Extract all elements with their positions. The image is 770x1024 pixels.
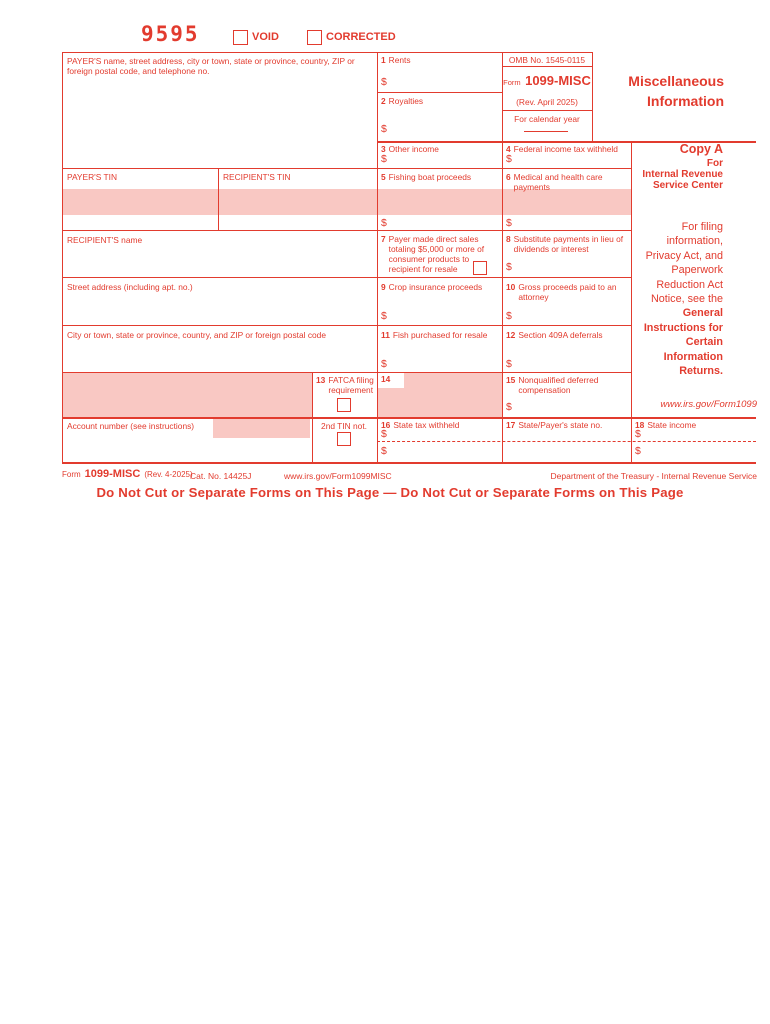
dollar-sign: $: [381, 153, 387, 165]
void-label: VOID: [252, 31, 279, 43]
footer-form-number: 1099-MISC: [84, 468, 141, 480]
form-title-line: Miscellaneous: [628, 73, 724, 89]
recipient-tin-label: RECIPIENT'S TIN: [223, 172, 291, 182]
box-3-label: [381, 144, 497, 154]
box-number: 11: [381, 330, 390, 340]
footer-website-link[interactable]: www.irs.gov/Form1099MISC: [284, 471, 392, 481]
notice-line-bold: Certain: [685, 336, 723, 349]
notice-line: Reduction Act: [656, 278, 723, 291]
copy-a-label: Copy A: [679, 142, 723, 156]
box-label-text: Section 409A deferrals: [518, 330, 603, 340]
form-border-line: [377, 52, 378, 463]
payer-tin-input[interactable]: [63, 189, 218, 215]
form-border-line: [62, 52, 63, 463]
form-code: 9595: [141, 22, 200, 46]
state-row-dashed-line: [377, 441, 756, 442]
box-label-text: Fish purchased for resale: [392, 330, 488, 340]
irs-website-link[interactable]: www.irs.gov/Form1099: [660, 399, 757, 410]
notice-line: information,: [666, 235, 723, 248]
box-number: 10: [506, 282, 516, 292]
form-border-line: [377, 92, 502, 93]
street-address-field[interactable]: [63, 290, 376, 324]
payer-block-label: PAYER'S name, street address, city or town, state or province, country, ZIP or foreign postal code, and telephone no.: [67, 56, 355, 77]
notice-line: Notice, see the: [650, 293, 723, 306]
payer-name-field[interactable]: [63, 70, 376, 167]
calendar-year-label: For calendar year: [514, 114, 580, 124]
calendar-year-underline: [524, 131, 568, 132]
notice-line-bold: Information: [663, 350, 723, 363]
form-border-line: [62, 462, 756, 464]
dollar-sign: $: [506, 217, 512, 229]
copy-a-for-block: [593, 158, 723, 191]
box-label-text: Fishing boat proceeds: [388, 172, 472, 182]
box-number: 12: [506, 330, 516, 340]
dollar-sign: $: [506, 310, 512, 322]
corrected-checkbox[interactable]: [307, 30, 322, 45]
notice-line: Paperwork: [671, 264, 723, 277]
dollar-sign: $: [381, 310, 387, 322]
department-label: Department of the Treasury - Internal Revenue Service: [550, 471, 757, 481]
dollar-sign: $: [381, 428, 387, 440]
box-9-label: [381, 282, 497, 292]
box-1-label: [381, 55, 497, 65]
copy-a-for-line: For: [706, 158, 723, 169]
dollar-sign: $: [381, 445, 387, 457]
form-border-line: [62, 325, 631, 326]
box-number: 17: [506, 420, 516, 430]
notice-line: Privacy Act, and: [645, 249, 723, 262]
box-number: 16: [381, 420, 391, 430]
dollar-sign: $: [506, 261, 512, 273]
box-14-number: 14: [381, 374, 391, 384]
copy-a-for-line: Internal Revenue: [642, 169, 723, 180]
recipient-tin-input[interactable]: [219, 189, 377, 215]
void-checkbox[interactable]: [233, 30, 248, 45]
dollar-sign: $: [635, 445, 641, 457]
form-border-line: [62, 417, 756, 419]
box-label-text: Federal income tax withheld: [513, 144, 618, 154]
second-tin-checkbox[interactable]: [337, 432, 351, 446]
box-2-label: [381, 96, 497, 106]
notice-line-bold: Instructions for: [643, 321, 723, 334]
dollar-sign: $: [506, 153, 512, 165]
box-label-text: Royalties: [388, 96, 424, 106]
box-label-text: Other income: [388, 144, 439, 154]
account-number-input[interactable]: [213, 418, 310, 438]
box-11-label: [381, 330, 497, 340]
box-18-label: [635, 420, 753, 430]
notice-line: For filing: [681, 221, 723, 233]
form-border-line: [502, 66, 592, 67]
notice-line-bold: Returns.: [679, 365, 723, 378]
form-title-line: Information: [647, 93, 724, 109]
box-number: 1: [381, 55, 386, 65]
dollar-sign: $: [506, 401, 512, 413]
box7-checkbox[interactable]: [473, 261, 487, 275]
dollar-sign: $: [506, 358, 512, 370]
box-number: 4: [506, 144, 511, 154]
form-number: 1099-MISC: [525, 73, 591, 88]
dollar-sign: $: [381, 217, 387, 229]
box-label-text: FATCA filing requirement: [328, 375, 374, 396]
dollar-sign: $: [381, 76, 387, 88]
box-number: 7: [381, 234, 386, 244]
filing-notice-block: [593, 220, 723, 378]
box-number: 15: [506, 375, 516, 385]
form-border-line: [218, 168, 219, 230]
shaded-area: [63, 373, 312, 417]
catalog-number: Cat. No. 14425J: [190, 471, 252, 481]
box-label-text: Substitute payments in lieu of dividends or interest: [513, 234, 624, 255]
box-label-text: Medical and health care payments: [513, 172, 603, 193]
box-label-text: State/Payer's state no.: [518, 420, 603, 430]
box-number: 18: [635, 420, 645, 430]
omb-number: OMB No. 1545-0115: [508, 55, 586, 65]
box-13-label: [316, 375, 374, 395]
form-border-line: [62, 277, 631, 278]
recipient-name-field[interactable]: [63, 243, 376, 276]
box-number: 13: [316, 375, 326, 385]
box-17-label: [506, 420, 628, 430]
footer-form-id: [62, 468, 193, 480]
box6-amount-input[interactable]: [503, 189, 631, 215]
form-border-line: [62, 372, 631, 373]
account-number-label: Account number (see instructions): [67, 421, 195, 431]
box-number: 2: [381, 96, 386, 106]
box-label-text: State income: [647, 420, 697, 430]
copy-a-for-line: Service Center: [652, 180, 723, 191]
do-not-cut-notice: Do Not Cut or Separate Forms on This Page — Do Not Cut or Separate Forms on This Page: [96, 485, 684, 500]
city-label: City or town, state or province, country, and ZIP or foreign postal code: [67, 330, 326, 340]
box-16-label: [381, 420, 497, 430]
form-word: Form: [503, 78, 521, 87]
box-number: 9: [381, 282, 386, 292]
form-border-line: [62, 168, 631, 169]
box-label-text: Rents: [388, 55, 411, 65]
box5-amount-input[interactable]: [378, 189, 502, 215]
city-field[interactable]: [63, 338, 376, 371]
box-number: 5: [381, 172, 386, 182]
notice-line-bold: General: [682, 307, 723, 320]
box-label-text: Payer made direct sales totaling $5,000 or more of consumer products to recipient for resale: [388, 234, 485, 275]
box-number: 8: [506, 234, 511, 244]
footer-form-word: Form: [62, 470, 81, 479]
box-label-text: Nonqualified deferred compensation: [518, 375, 599, 396]
box-number: 3: [381, 144, 386, 154]
street-address-label: Street address (including apt. no.): [67, 282, 193, 292]
recipient-name-label: RECIPIENT'S name: [67, 235, 143, 245]
box-label-text: State tax withheld: [393, 420, 460, 430]
box-number: 6: [506, 172, 511, 182]
form-revision: (Rev. April 2025): [516, 97, 578, 107]
payer-tin-label: PAYER'S TIN: [67, 172, 117, 182]
form-border-line: [62, 230, 631, 231]
dollar-sign: $: [381, 358, 387, 370]
footer-revision: (Rev. 4-2025): [144, 470, 193, 479]
corrected-label: CORRECTED: [326, 31, 396, 43]
dollar-sign: $: [635, 428, 641, 440]
form-title: [554, 71, 724, 111]
dollar-sign: $: [381, 123, 387, 135]
box-5-label: [381, 172, 497, 182]
box-label-text: Gross proceeds paid to an attorney: [518, 282, 617, 303]
second-tin-label: 2nd TIN not.: [321, 421, 367, 431]
box13-fatca-checkbox[interactable]: [337, 398, 351, 412]
form-border-line: [62, 52, 592, 53]
box-label-text: Crop insurance proceeds: [388, 282, 483, 292]
